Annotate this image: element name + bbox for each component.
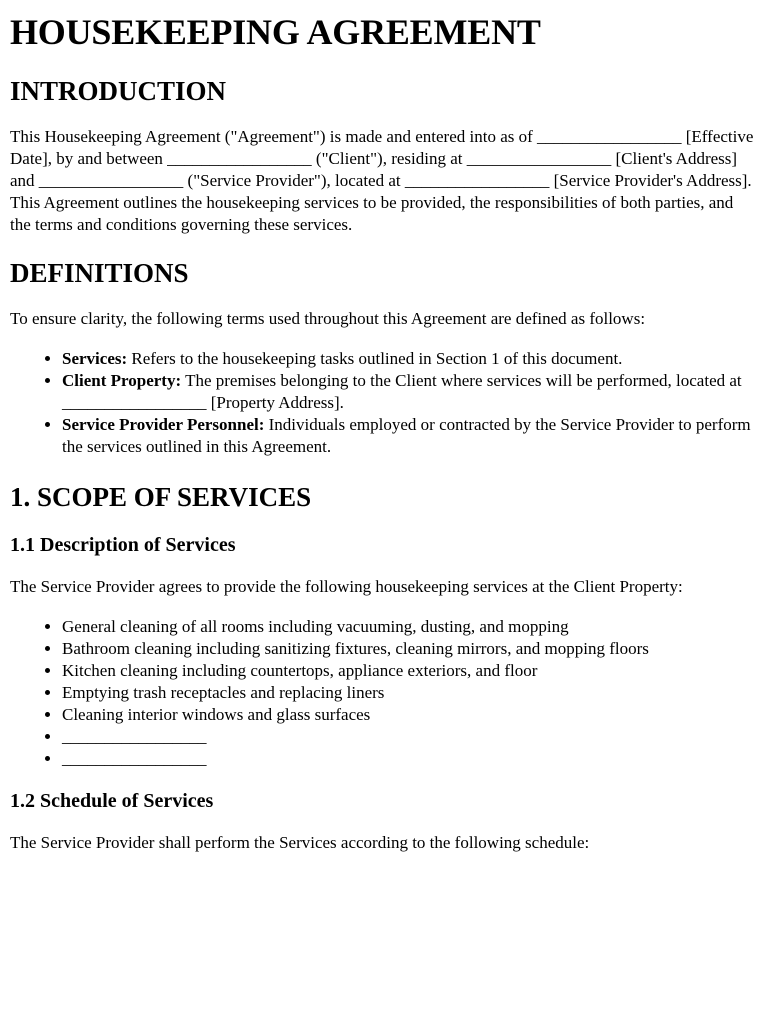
list-item: • Emptying trash receptacles and replacing liners (62, 682, 758, 704)
definitions-heading: DEFINITIONS (10, 258, 189, 288)
document-page (0, 10, 770, 854)
definitions-list (10, 348, 758, 458)
definition-term: Service Provider Personnel: (62, 415, 265, 434)
definition-text: Refers to the housekeeping tasks outlined in Section 1 of this document. (127, 349, 623, 368)
definition-text: Individuals employed or contracted by the Service Provider to perform the services outlined in this Agreement. (62, 415, 751, 456)
list-item: • _________________ (62, 726, 758, 748)
services-list (10, 616, 758, 770)
definition-item-personnel (62, 414, 758, 458)
definitions-intro: To ensure clarity, the following terms used throughout this Agreement are defined as follows: (10, 309, 646, 328)
definition-item-client-property (62, 370, 758, 414)
definition-term: Services: (62, 349, 128, 368)
list-item: • Cleaning interior windows and glass surfaces (62, 704, 758, 726)
description-heading: 1.1 Description of Services (10, 534, 236, 556)
definition-item-services (62, 348, 758, 370)
list-item: • Bathroom cleaning including sanitizing fixtures, cleaning mirrors, and mopping floors (62, 638, 758, 660)
list-item: • General cleaning of all rooms including vacuuming, dusting, and mopping (62, 616, 758, 638)
introduction-heading: INTRODUCTION (10, 76, 227, 106)
definition-text: The premises belonging to the Client where services will be performed, located at _________________ [Property Address]. (62, 371, 742, 412)
description-intro: The Service Provider agrees to provide the following housekeeping services at the Client Property: (10, 577, 683, 596)
document-title: HOUSEKEEPING AGREEMENT (10, 12, 541, 52)
schedule-heading: 1.2 Schedule of Services (10, 790, 214, 812)
schedule-intro: The Service Provider shall perform the Services according to the following schedule: (10, 833, 590, 852)
definition-term: Client Property: (62, 371, 182, 390)
scope-heading: 1. SCOPE OF SERVICES (10, 482, 312, 512)
list-item: • _________________ (62, 748, 758, 770)
list-item: • Kitchen cleaning including countertops, appliance exteriors, and floor (62, 660, 758, 682)
introduction-paragraph: This Housekeeping Agreement ("Agreement") is made and entered into as of _________________ [Effective Date], by and between _________________ ("Client"), residing at _________________ [Client's Address] and _________________ ("Service Provider"), located at _________________ [Service Provider's Address]. This Agreement outlines the housekeeping services to be provided, the responsibilities of both parties, and the terms and conditions governing these services. (10, 127, 754, 234)
